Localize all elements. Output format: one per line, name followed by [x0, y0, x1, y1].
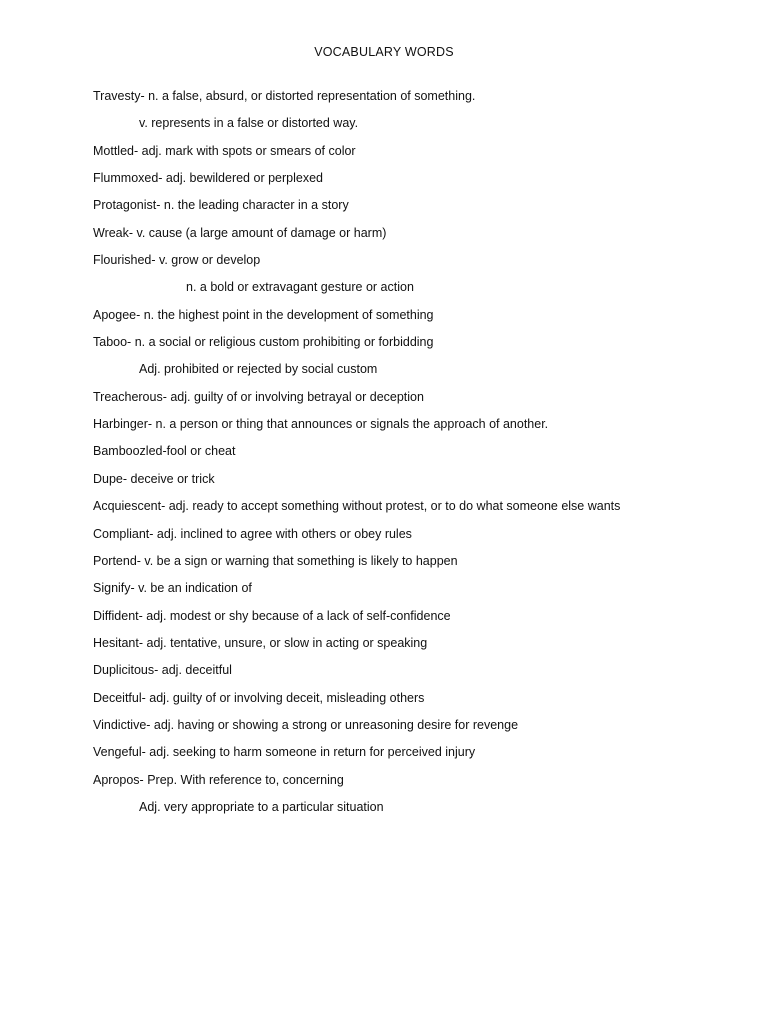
- vocabulary-entry: Treacherous- adj. guilty of or involving betrayal or deception: [93, 389, 424, 404]
- vocabulary-entry: Protagonist- n. the leading character in a story: [93, 198, 349, 213]
- vocabulary-entry-continuation: Adj. very appropriate to a particular situation: [139, 799, 384, 814]
- vocabulary-entry: Dupe- deceive or trick: [93, 471, 215, 486]
- vocabulary-entry: Hesitant- adj. tentative, unsure, or slow in acting or speaking: [93, 635, 428, 650]
- vocabulary-entry: Acquiescent- adj. ready to accept something without protest, or to do what someone else wants: [93, 499, 621, 514]
- vocabulary-entry: Travesty- n. a false, absurd, or distorted representation of something.: [93, 89, 476, 103]
- vocabulary-entry: Taboo- n. a social or religious custom prohibiting or forbidding: [93, 335, 434, 350]
- vocabulary-entry-continuation: n. a bold or extravagant gesture or action: [186, 280, 414, 295]
- vocabulary-entry: Wreak- v. cause (a large amount of damage or harm): [93, 225, 387, 240]
- vocabulary-entry: Apogee- n. the highest point in the development of something: [93, 307, 434, 322]
- page-title: VOCABULARY WORDS: [314, 45, 454, 59]
- vocabulary-entry-continuation: v. represents in a false or distorted way.: [139, 116, 359, 131]
- vocabulary-entry: Harbinger- n. a person or thing that announces or signals the approach of another.: [93, 417, 549, 432]
- vocabulary-entry-continuation: Adj. prohibited or rejected by social custom: [139, 362, 378, 377]
- vocabulary-entry: Flummoxed- adj. bewildered or perplexed: [93, 171, 323, 186]
- vocabulary-entry: Compliant- adj. inclined to agree with others or obey rules: [93, 526, 412, 541]
- vocabulary-entry: Portend- v. be a sign or warning that something is likely to happen: [93, 553, 458, 568]
- vocabulary-entry: Duplicitous- adj. deceitful: [93, 663, 232, 678]
- vocabulary-entry: Vengeful- adj. seeking to harm someone in return for perceived injury: [93, 745, 476, 760]
- vocabulary-list: [0, 88, 768, 826]
- vocabulary-entry: Flourished- v. grow or develop: [93, 253, 261, 268]
- vocabulary-entry: Bamboozled-fool or cheat: [93, 444, 236, 459]
- vocabulary-entry: Mottled- adj. mark with spots or smears of color: [93, 143, 356, 158]
- vocabulary-entry: Signify- v. be an indication of: [93, 581, 252, 596]
- vocabulary-entry: Diffident- adj. modest or shy because of a lack of self-confidence: [93, 608, 451, 623]
- vocabulary-entry: Deceitful- adj. guilty of or involving deceit, misleading others: [93, 690, 425, 705]
- vocabulary-entry: Apropos- Prep. With reference to, concerning: [93, 772, 344, 787]
- vocabulary-entry: Vindictive- adj. having or showing a strong or unreasoning desire for revenge: [93, 717, 519, 732]
